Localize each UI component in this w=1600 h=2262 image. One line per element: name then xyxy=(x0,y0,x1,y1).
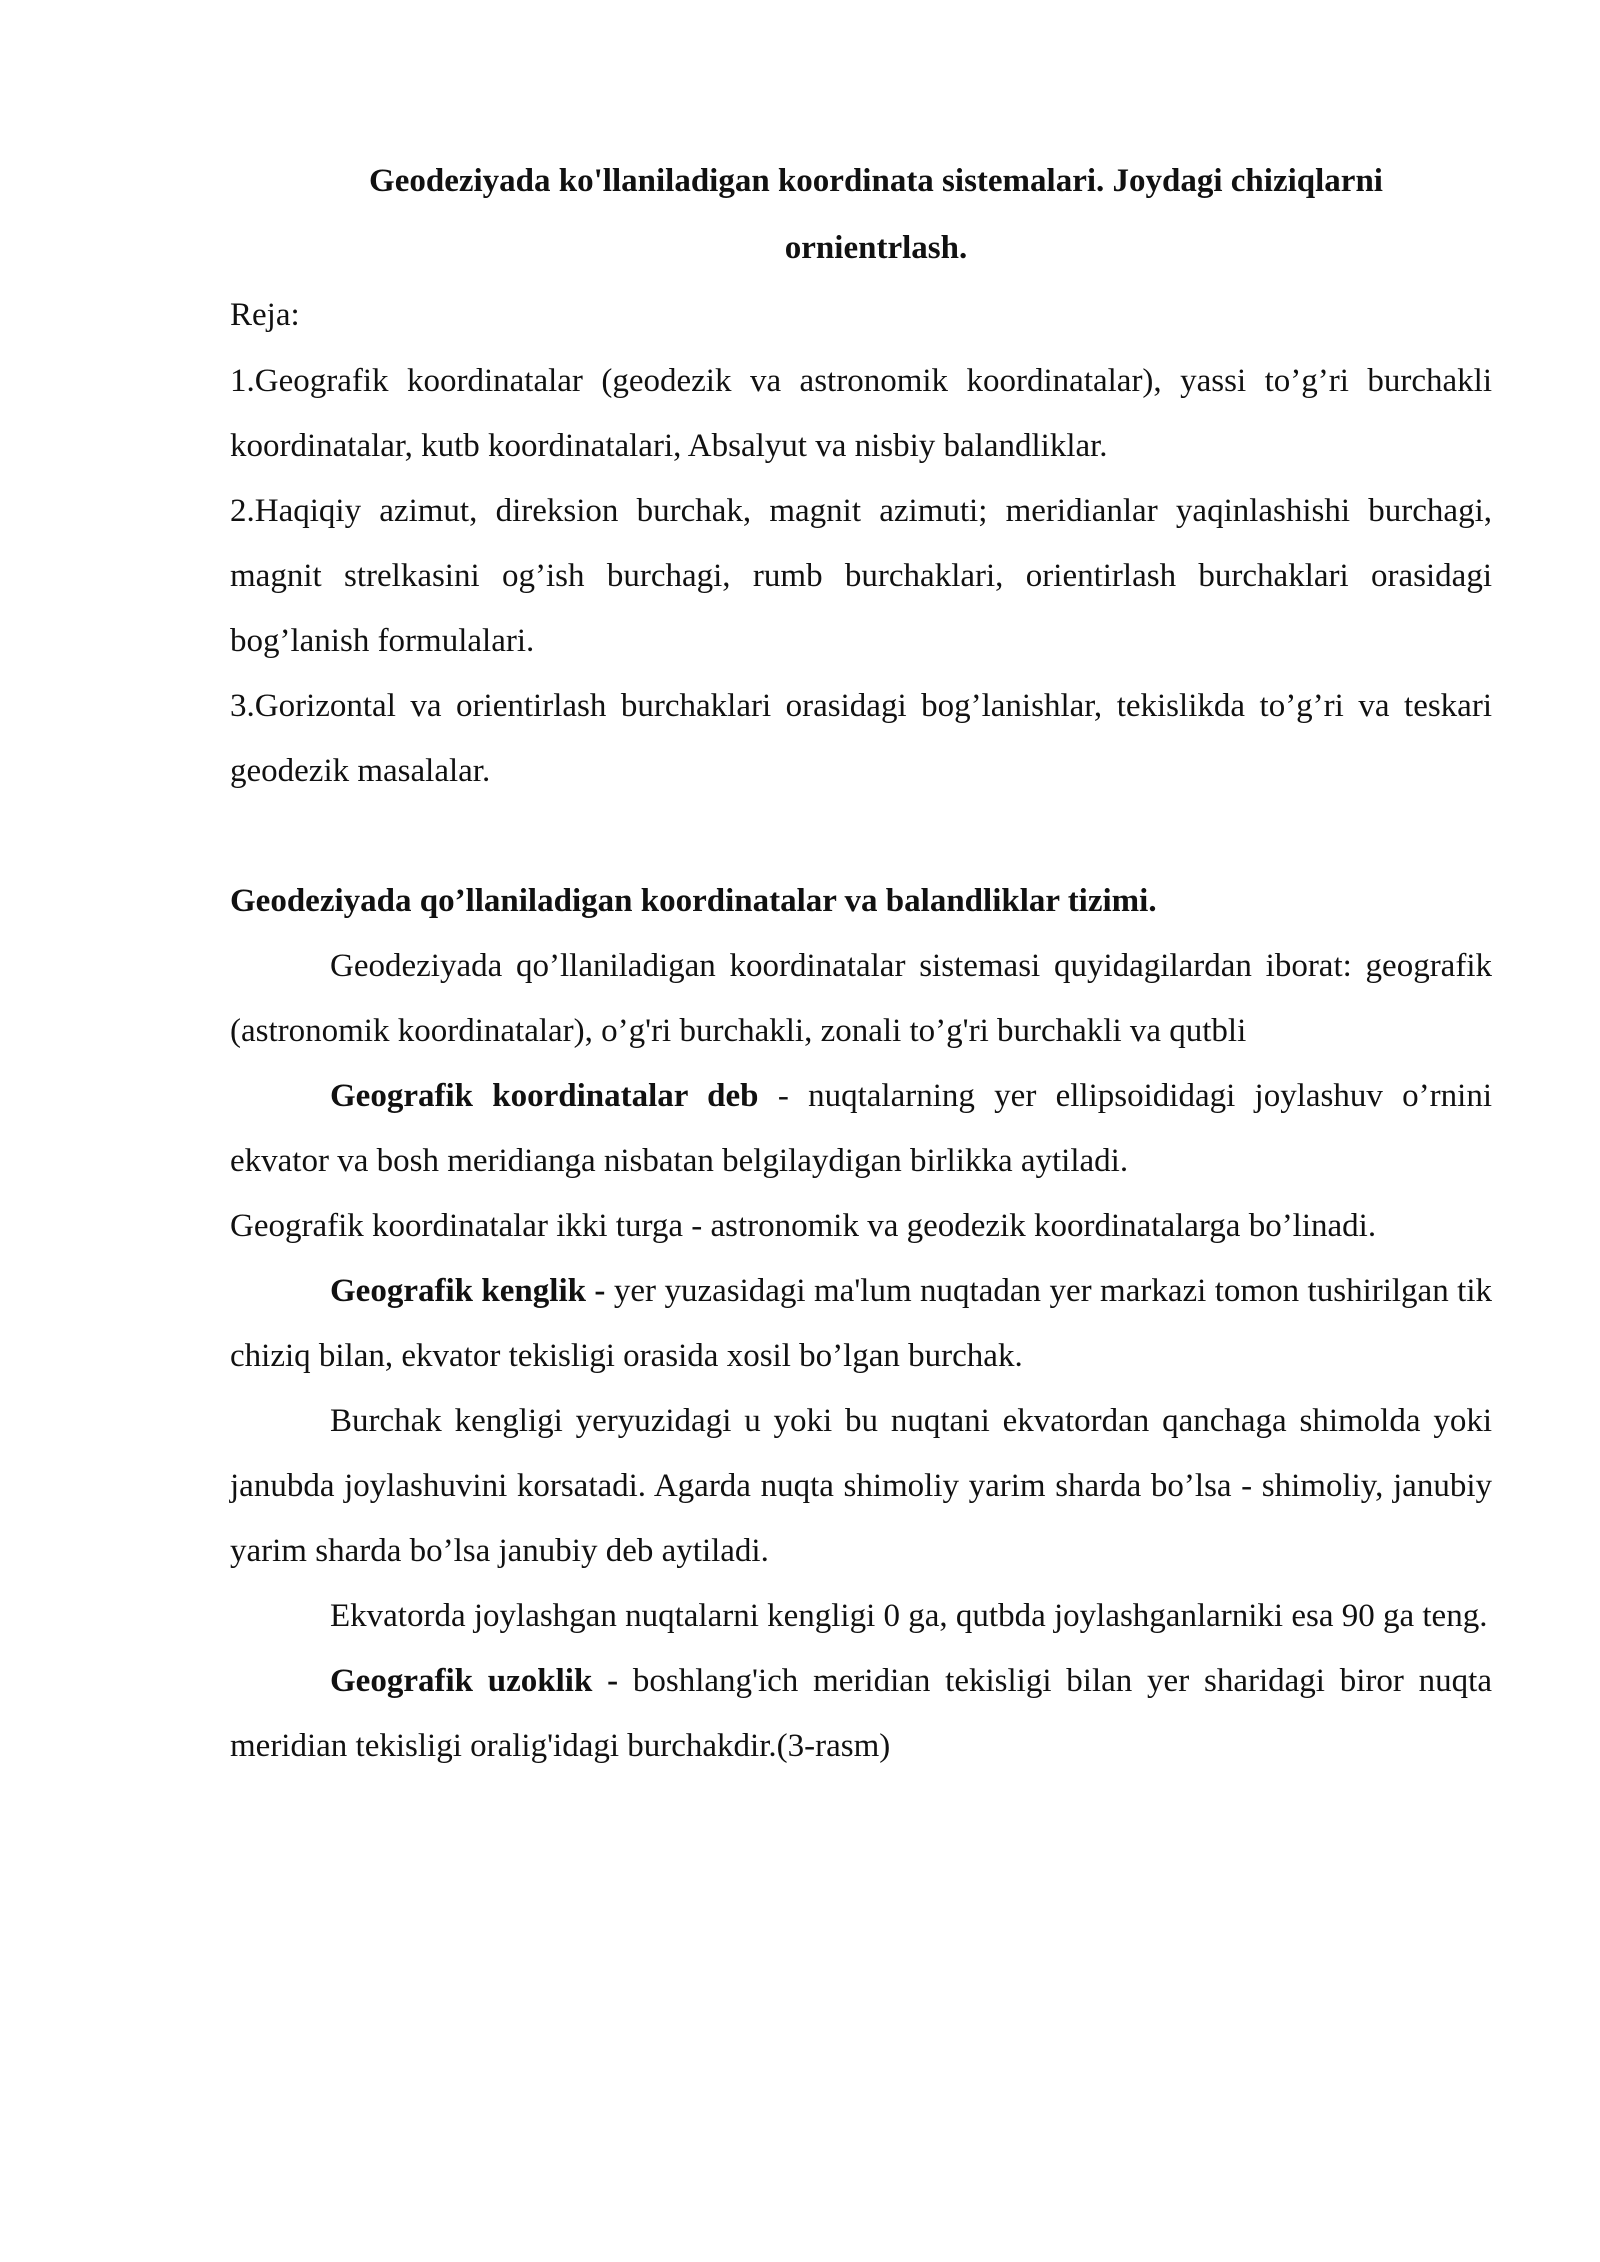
plan-item-2: 2.Haqiqiy azimut, direksion burchak, magnit azimuti; meridianlar yaqinlashishi burchagi, magnit strelkasini og’ish burchagi, rumb burchaklari, orientirlash burchaklari orasidagi bog’lanish formulalari. xyxy=(230,493,1492,659)
plan-item-3: 3.Gorizontal va orientirlash burchaklari orasidagi bog’lanishlar, tekislikda to’g’ri va teskari geodezik masalalar. xyxy=(230,688,1492,789)
document-title xyxy=(230,148,1492,282)
paragraph-7-text: boshlang'ich meridian tekisligi bilan yer sharidagi biror nuqta meridian tekisligi oralig'idagi burchakdir.(3-rasm) xyxy=(230,1663,1492,1764)
title-line-1: Geodeziyada ko'llaniladigan koordinata sistemalari. Joydagi chiziqlarni xyxy=(369,163,1383,199)
term-geographic-coordinates: Geografik koordinatalar deb xyxy=(330,1078,759,1114)
paragraph-5: Burchak kengligi yeryuzidagi u yoki bu nuqtani ekvatordan qanchaga shimolda yoki janubda joylashuvini korsatadi. Agarda nuqta shimoliy yarim sharda bo’lsa - shimoliy, janubiy yarim sharda bo’lsa janubiy deb aytiladi. xyxy=(230,1403,1492,1569)
plan-label: Reja: xyxy=(230,297,300,333)
section-heading: Geodeziyada qo’llaniladigan koordinatalar va balandliklar tizimi. xyxy=(230,883,1157,919)
paragraph-7 xyxy=(230,1649,1492,1779)
title-line-2: ornientrlash. xyxy=(784,230,968,266)
paragraph-2 xyxy=(230,1064,1492,1194)
term-geographic-longitude: Geografik uzoklik - xyxy=(330,1663,619,1699)
paragraph-6: Ekvatorda joylashgan nuqtalarni kengligi 0 ga, qutbda joylashganlarniki esa 90 ga teng. xyxy=(330,1598,1488,1634)
document-page xyxy=(230,148,1492,1779)
term-geographic-latitude: Geografik kenglik - xyxy=(330,1273,606,1309)
plan-list xyxy=(230,349,1492,804)
plan-item-1: 1.Geografik koordinatalar (geodezik va astronomik koordinatalar), yassi to’g’ri burchakli koordinatalar, kutb koordinatalari, Absalyut va nisbiy balandliklar. xyxy=(230,363,1492,464)
paragraph-2-text: - nuqtalarning yer ellipsoididagi joylashuv o’rnini ekvator va bosh meridianga nisbatan belgilaydigan birlikka aytiladi. xyxy=(230,1078,1492,1179)
paragraph-4 xyxy=(230,1259,1492,1389)
paragraph-3: Geografik koordinatalar ikki turga - astronomik va geodezik koordinatalarga bo’linadi. xyxy=(230,1208,1377,1244)
paragraph-4-text: yer yuzasidagi ma'lum nuqtadan yer markazi tomon tushirilgan tik chiziq bilan, ekvator tekisligi orasida xosil bo’lgan burchak. xyxy=(230,1273,1492,1374)
paragraph-1: Geodeziyada qo’llaniladigan koordinatalar sistemasi quyidagilardan iborat: geografik (astronomik koordinatalar), o’g'ri burchakli, zonali to’g'ri burchakli va qutbli xyxy=(230,948,1492,1049)
